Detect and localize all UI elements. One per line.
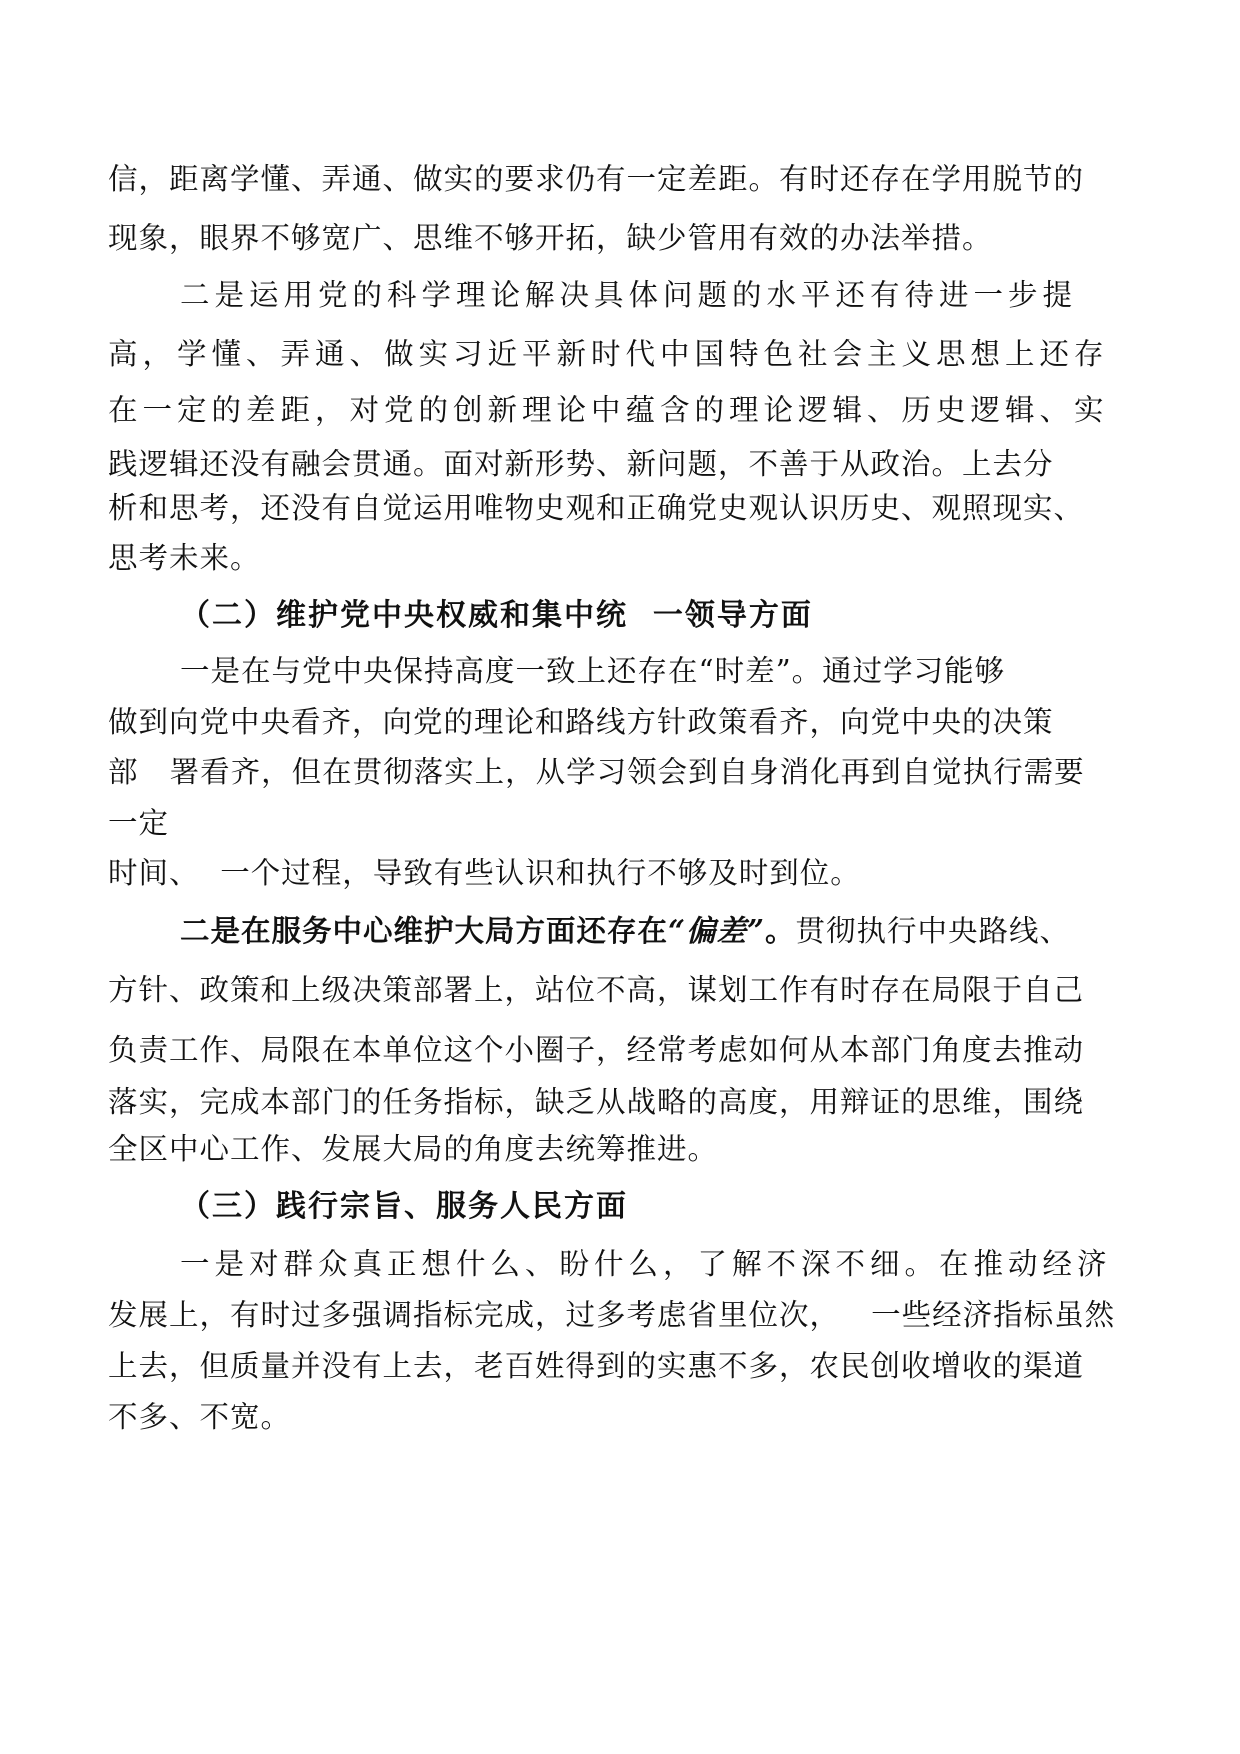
paragraph-line: 落实，完成本部门的任务指标，缺乏从战略的高度，用辩证的思维，围绕 [108,1085,1085,1119]
paragraph-line: 做到向党中央看齐，向党的理论和路线方针政策看齐，向党中央的决策 [108,705,1054,739]
paragraph-line: 时间、 一个过程，导致有些认识和执行不够及时到位。 [108,856,861,890]
paragraph-line: 发展上，有时过多强调指标完成，过多考虑省里位次， 一些经济指标虽然 [108,1298,1116,1332]
paragraph-line: 全区中心工作、发展大局的角度去统筹推进。 [108,1132,719,1166]
paragraph-line: 一是对群众真正想什么、盼什么，了解不深不细。在推动经济 [180,1247,1112,1281]
bold-lead-text: 二是在服务中心维护大局方面还存在 [180,913,669,948]
paragraph-line: 部 署看齐，但在贯彻落实上，从学习领会到自身消化再到自觉执行需要 [108,755,1085,789]
paragraph-line: 高，学懂、弄通、做实习近平新时代中国特色社会主义思想上还存 [108,337,1109,371]
bold-italic-quote: “偏差” [668,913,765,948]
paragraph-line: 负责工作、局限在本单位这个小圈子，经常考虑如何从本部门角度去推动 [108,1033,1085,1067]
paragraph-line: 二是运用党的科学理论解决具体问题的水平还有待进一步提 [180,278,1078,312]
section-heading: （二）维护党中央权威和集中统 一领导方面 [180,598,813,633]
paragraph-line: 践逻辑还没有融会贯通。面对新形势、新问题，不善于从政治。上去分 [108,447,1054,481]
paragraph-line: 在一定的差距，对党的创新理论中蕴含的理论逻辑、历史逻辑、实 [108,393,1109,427]
paragraph-line [180,911,1070,951]
paragraph-line: 思考未来。 [108,541,261,575]
section-heading: （三）践行宗旨、服务人民方面 [180,1189,628,1224]
bold-period: 。 [764,913,796,948]
paragraph-line: 一是在与党中央保持高度一致上还存在“时差”。通过学习能够 [180,654,1006,688]
paragraph-line: 析和思考，还没有自觉运用唯物史观和正确党史观认识历史、观照现实、 [108,491,1085,525]
paragraph-line: 上去，但质量并没有上去，老百姓得到的实惠不多，农民创收增收的渠道 [108,1349,1085,1383]
paragraph-line: 一定 [108,806,170,840]
regular-text: 贯彻执行中央路线、 [795,914,1070,948]
paragraph-line: 信，距离学懂、弄通、做实的要求仍有一定差距。有时还存在学用脱节的 [108,162,1085,196]
paragraph-line: 不多、不宽。 [108,1400,292,1434]
paragraph-line: 现象，眼界不够宽广、思维不够开拓，缺少管用有效的办法举措。 [108,221,993,255]
paragraph-line: 方针、政策和上级决策部署上，站位不高，谋划工作有时存在局限于自己 [108,973,1085,1007]
